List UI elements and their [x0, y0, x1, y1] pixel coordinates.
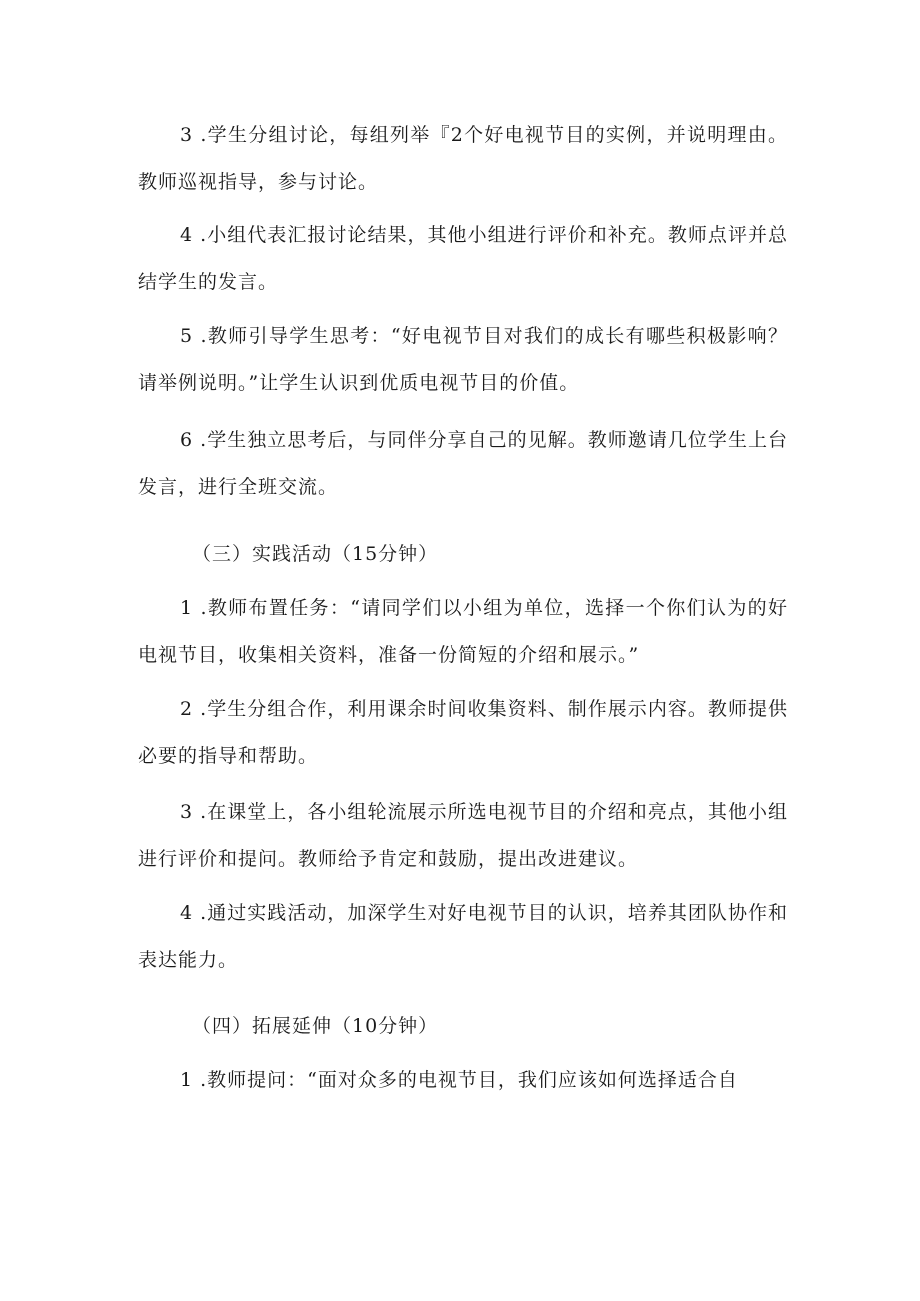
paragraph-s3-item-4: 4 .通过实践活动，加深学生对好电视节目的认识，培养其团队协作和表达能力。: [138, 902, 788, 971]
paragraph-s3-item-1: 1 .教师布置任务：“请同学们以小组为单位，选择一个你们认为的好电视节目，收集相关资料，准备一份简短的介绍和展示。”: [138, 597, 788, 666]
section-heading-extension: （四）拓展延伸（10分钟）: [192, 1015, 439, 1037]
paragraph-s3-item-2: 2 .学生分组合作，利用课余时间收集资料、制作展示内容。教师提供必要的指导和帮助。: [138, 698, 788, 767]
paragraph-s3-item-3: 3 .在课堂上，各小组轮流展示所选电视节目的介绍和亮点，其他小组进行评价和提问。教师给予肯定和鼓励，提出改进建议。: [138, 801, 788, 870]
paragraph-s4-item-1: 1 .教师提问：“面对众多的电视节目，我们应该如何选择适合自: [180, 1069, 738, 1091]
paragraph-s2-item-6: 6 .学生独立思考后，与同伴分享自己的见解。教师邀请几位学生上台发言，进行全班交流。: [138, 429, 788, 498]
section-heading-practice: （三）实践活动（15分钟）: [192, 543, 439, 565]
paragraph-s2-item-3: 3 .学生分组讨论，每组列举『2个好电视节目的实例，并说明理由。教师巡视指导，参与讨论。: [138, 124, 788, 193]
paragraph-s2-item-4: 4 .小组代表汇报讨论结果，其他小组进行评价和补充。教师点评并总结学生的发言。: [138, 224, 788, 293]
paragraph-s2-item-5: 5 .教师引导学生思考：“好电视节目对我们的成长有哪些积极影响？请举例说明。”让学生认识到优质电视节目的价值。: [138, 325, 788, 394]
